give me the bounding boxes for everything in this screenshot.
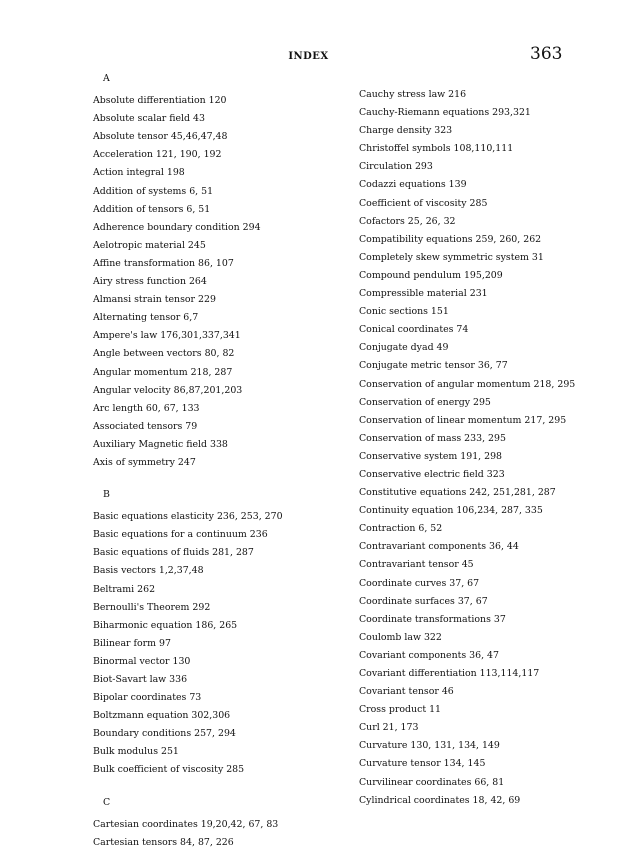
index-entry: Axis of symmetry 247 [93, 456, 196, 468]
index-entry: Conjugate dyad 49 [359, 342, 449, 354]
index-entry: Acceleration 121, 190, 192 [93, 149, 222, 161]
index-entry: Compound pendulum 195,209 [359, 269, 503, 281]
index-entry: Completely skew symmetric system 31 [359, 251, 544, 263]
index-entry: Coefficient of viscosity 285 [359, 197, 488, 209]
index-entry: Arc length 60, 67, 133 [93, 402, 200, 414]
index-entry: Boundary conditions 257, 294 [93, 728, 236, 740]
index-entry: Basis vectors 1,2,37,48 [93, 565, 204, 577]
index-entry: Compressible material 231 [359, 288, 488, 300]
index-entry: Cartesian coordinates 19,20,42, 67, 83 [93, 818, 279, 830]
index-entry: Bernoulli's Theorem 292 [93, 601, 211, 613]
index-entry: Contravariant tensor 45 [359, 559, 474, 571]
index-entry: Cartesian tensors 84, 87, 226 [93, 836, 234, 848]
index-entry: Curvilinear coordinates 66, 81 [359, 776, 505, 788]
index-entry: Associated tensors 79 [93, 420, 198, 432]
index-entry: Coordinate surfaces 37, 67 [359, 595, 488, 607]
index-entry: Constitutive equations 242, 251,281, 287 [359, 487, 556, 499]
index-entry: Cross product 11 [359, 704, 441, 716]
index-column-right [359, 86, 575, 810]
index-entry: Covariant tensor 46 [359, 686, 454, 698]
index-entry: Angle between vectors 80, 82 [93, 348, 235, 360]
index-entry: Cofactors 25, 26, 32 [359, 215, 456, 227]
index-entry: Beltrami 262 [93, 583, 156, 595]
index-entry: Bilinear form 97 [93, 637, 171, 649]
index-entry: Coordinate curves 37, 67 [359, 577, 480, 589]
index-entry: Auxiliary Magnetic field 338 [93, 438, 228, 450]
index-entry: Coulomb law 322 [359, 631, 442, 643]
index-entry: Biharmonic equation 186, 265 [93, 619, 238, 631]
index-entry: Conservation of linear momentum 217, 295 [359, 414, 567, 426]
section-letter: B [103, 489, 110, 501]
index-entry: Almansi strain tensor 229 [93, 294, 216, 306]
section-letter: A [103, 73, 110, 84]
index-entry: Cauchy stress law 216 [359, 89, 467, 100]
index-entry: Conservation of energy 295 [359, 396, 491, 408]
section-letter: C [103, 796, 111, 808]
index-entry: Continuity equation 106,234, 287, 335 [359, 505, 543, 517]
index-entry: Absolute scalar field 43 [93, 113, 205, 125]
index-entry: Contravariant components 36, 44 [359, 541, 519, 553]
index-entry: Basic equations elasticity 236, 253, 270 [93, 511, 283, 523]
index-entry: Ampere's law 176,301,337,341 [93, 330, 241, 342]
index-entry: Angular momentum 218, 287 [93, 366, 233, 378]
index-entry: Conic sections 151 [359, 306, 449, 318]
index-entry: Codazzi equations 139 [359, 179, 467, 191]
index-entry: Addition of tensors 6, 51 [93, 203, 211, 215]
index-entry: Boltzmann equation 302,306 [93, 710, 231, 722]
index-entry: Contraction 6, 52 [359, 523, 443, 535]
index-entry: Affine transformation 86, 107 [93, 257, 234, 269]
page-title: INDEX [288, 51, 329, 62]
index-entry: Coordinate transformations 37 [359, 613, 506, 625]
index-column-left [93, 70, 283, 852]
index-entry: Conservation of mass 233, 295 [359, 432, 506, 444]
index-entry: Conjugate metric tensor 36, 77 [359, 360, 508, 372]
index-entry: Conservative system 191, 298 [359, 450, 503, 462]
index-entry: Absolute differentiation 120 [93, 95, 227, 107]
index-entry: Charge density 323 [359, 125, 453, 137]
index-entry: Bipolar coordinates 73 [93, 692, 202, 704]
index-entry: Conservative electric field 323 [359, 468, 505, 480]
index-entry: Compatibility equations 259, 260, 262 [359, 233, 542, 245]
index-entry: Covariant components 36, 47 [359, 649, 499, 661]
index-entry: Conservation of angular momentum 218, 295 [359, 378, 576, 390]
index-entry: Addition of systems 6, 51 [93, 185, 214, 197]
index-entry: Covariant differentiation 113,114,117 [359, 668, 540, 679]
index-entry: Aelotropic material 245 [93, 239, 206, 251]
index-entry: Alternating tensor 6,7 [93, 312, 199, 324]
index-entry: Binormal vector 130 [93, 655, 191, 667]
index-entry: Curl 21, 173 [359, 722, 419, 734]
index-entry: Action integral 198 [93, 167, 185, 179]
index-entry: Bulk coefficient of viscosity 285 [93, 764, 245, 776]
index-entry: Curvature 130, 131, 134, 149 [359, 740, 500, 752]
index-entry: Circulation 293 [359, 161, 433, 173]
index-entry: Angular velocity 86,87,201,203 [93, 384, 243, 396]
index-entry: Airy stress function 264 [93, 276, 207, 288]
index-entry: Biot-Savart law 336 [93, 674, 188, 685]
page-number: 363 [530, 44, 563, 64]
index-entry: Bulk modulus 251 [93, 746, 179, 758]
index-entry: Cylindrical coordinates 18, 42, 69 [359, 794, 521, 806]
index-entry: Conical coordinates 74 [359, 324, 469, 336]
index-entry: Christoffel symbols 108,110,111 [359, 143, 514, 155]
index-entry: Cauchy-Riemann equations 293,321 [359, 107, 531, 119]
index-entry: Curvature tensor 134, 145 [359, 758, 486, 770]
index-entry: Basic equations of fluids 281, 287 [93, 547, 254, 559]
index-entry: Basic equations for a continuum 236 [93, 529, 268, 541]
index-entry: Absolute tensor 45,46,47,48 [93, 131, 228, 143]
index-entry: Adherence boundary condition 294 [93, 221, 261, 233]
